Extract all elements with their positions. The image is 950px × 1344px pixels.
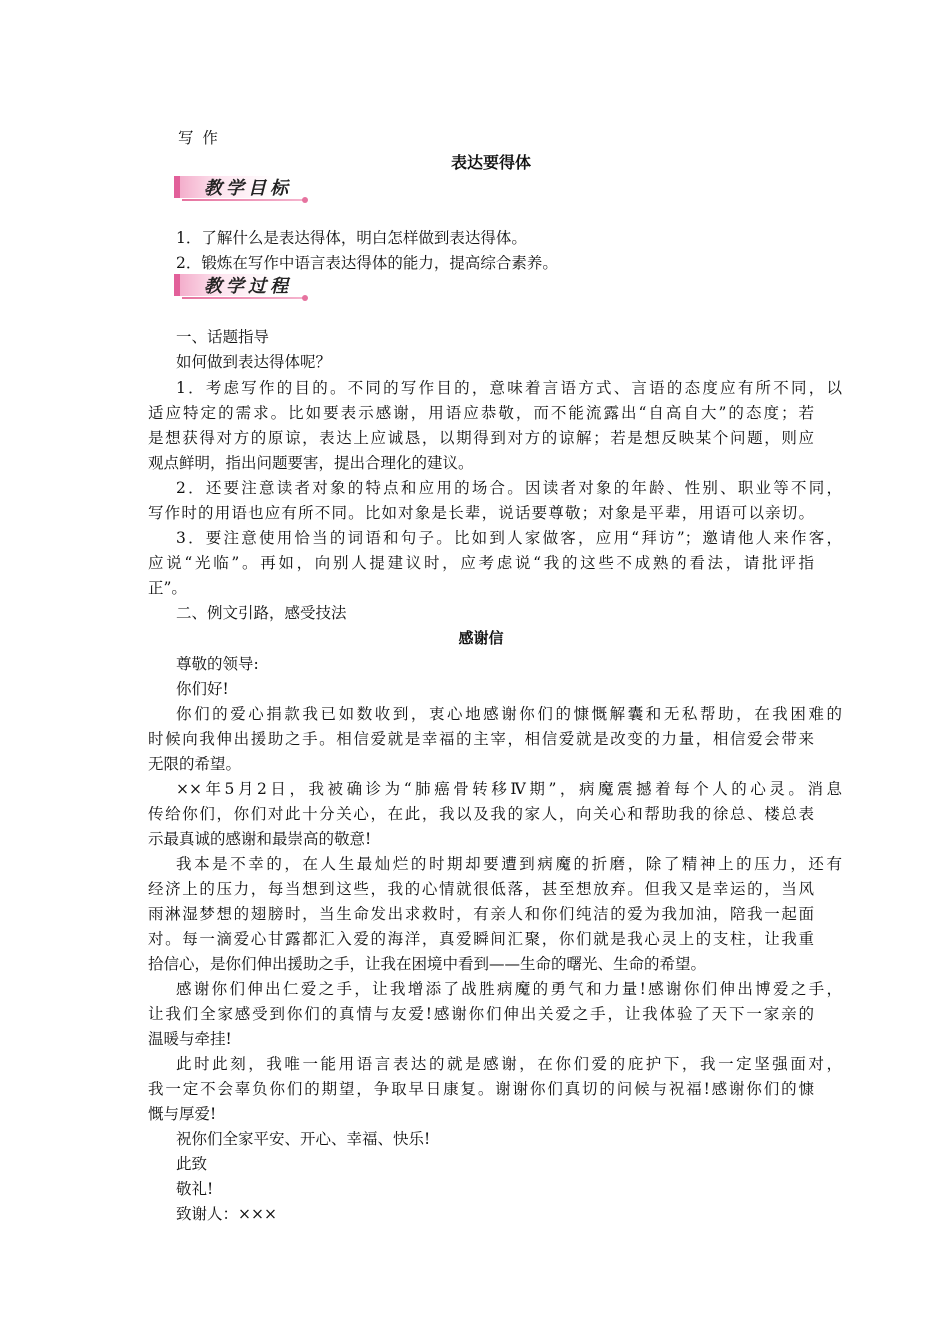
letter-para3-line: 我本是不幸的，在人生最灿烂的时期却要遭到病魔的折磨，除了精神上的压力，还有 <box>176 855 842 873</box>
point3-line: 3．要注意使用恰当的词语和句子。比如到人家做客，应用“拜访”；邀请他人来作客， <box>176 529 842 547</box>
letter-para2-line: 示最真诚的感谢和最崇高的敬意! <box>148 830 372 848</box>
letter-closing-2: 敬礼! <box>176 1180 214 1198</box>
banner-label: 教学目标 <box>204 178 292 199</box>
letter-para4-line: 感谢你们伸出仁爱之手，让我增添了战胜病魔的勇气和力量!感谢你们伸出博爱之手， <box>176 980 842 998</box>
letter-para3-line: 拾信心，是你们伸出援助之手，让我在困境中看到——生命的曙光、生命的希望。 <box>148 955 707 973</box>
page-title: 表达要得体 <box>450 153 531 172</box>
letter-para2-line: ××年5月2日，我被确诊为“肺癌骨转移Ⅳ期”，病魔震撼着每个人的心灵。消息 <box>176 780 842 798</box>
goal-item-2: 2．锻炼在写作中语言表达得体的能力，提高综合素养。 <box>176 254 558 272</box>
banner-underline <box>182 199 306 201</box>
banner-tip <box>174 274 180 296</box>
point2-line: 2．还要注意读者对象的特点和应用的场合。因读者对象的年龄、性别、职业等不同， <box>176 479 842 497</box>
question-line: 如何做到表达得体呢？ <box>176 353 332 371</box>
banner-underline <box>182 297 306 299</box>
letter-greeting: 你们好! <box>176 680 229 698</box>
letter-para3-line: 经济上的压力，每当想到这些，我的心情就很低落，甚至想放弃。但我又是幸运的，当风 <box>148 880 814 898</box>
banner-dot <box>302 197 308 203</box>
point2-line: 写作时的用语也应有所不同。比如对象是长辈，说话要尊敬；对象是平辈，用语可以亲切。 <box>148 504 814 522</box>
letter-signature: 致谢人：××× <box>176 1205 277 1223</box>
letter-para5-line: 慨与厚爱! <box>148 1105 217 1123</box>
letter-closing-1: 此致 <box>176 1155 208 1173</box>
banner-dot <box>302 295 308 301</box>
point1-line: 1．考虑写作的目的。不同的写作目的，意味着言语方式、言语的态度应有所不同，以 <box>176 379 842 397</box>
letter-salutation: 尊敬的领导: <box>176 655 259 673</box>
letter-wish: 祝你们全家平安、开心、幸福、快乐! <box>176 1130 431 1148</box>
letter-para3-line: 对。每一滴爱心甘露都汇入爱的海洋，真爱瞬间汇聚，你们就是我心灵上的支柱，让我重 <box>148 930 814 948</box>
letter-para1-line: 时候向我伸出援助之手。相信爱就是幸福的主宰，相信爱就是改变的力量，相信爱会带来 <box>148 730 814 748</box>
section-heading-2: 二、例文引路，感受技法 <box>176 604 347 622</box>
letter-para3-line: 雨淋湿梦想的翅膀时，当生命发出求救时，有亲人和你们纯洁的爱为我加油，陪我一起面 <box>148 905 814 923</box>
goal-item-1: 1．了解什么是表达得体，明白怎样做到表达得体。 <box>176 229 527 247</box>
banner-label: 教学过程 <box>204 276 292 297</box>
point3-line: 应说“光临”。再如，向别人提建议时，应考虑说“我的这些不成熟的看法，请批评指 <box>148 554 814 572</box>
letter-para1-line: 你们的爱心捐款我已如数收到，衷心地感谢你们的慷慨解囊和无私帮助，在我困难的 <box>176 705 842 723</box>
letter-para4-line: 让我们全家感受到你们的真情与友爱!感谢你们伸出关爱之手，让我体验了天下一家亲的 <box>148 1005 814 1023</box>
point3-line: 正”。 <box>148 579 187 597</box>
point1-line: 是想获得对方的原谅，表达上应诚恳，以期得到对方的谅解；若是想反映某个问题，则应 <box>148 429 814 447</box>
point1-line: 适应特定的需求。比如要表示感谢，用语应恭敬，而不能流露出“自高自大”的态度；若 <box>148 404 814 422</box>
letter-title: 感谢信 <box>458 629 504 647</box>
section-banner-process <box>174 272 314 302</box>
section-banner-goals <box>174 174 314 204</box>
letter-para1-line: 无限的希望。 <box>148 755 242 773</box>
banner-tip <box>174 176 180 198</box>
letter-para5-line: 我一定不会辜负你们的期望，争取早日康复。谢谢你们真切的问候与祝福!感谢你们的慷 <box>148 1080 814 1098</box>
category-label: 写 作 <box>178 129 220 147</box>
letter-para4-line: 温暖与牵挂! <box>148 1030 232 1048</box>
section-heading-1: 一、话题指导 <box>176 328 270 346</box>
letter-para5-line: 此时此刻，我唯一能用语言表达的就是感谢，在你们爱的庇护下，我一定坚强面对， <box>176 1055 842 1073</box>
letter-para2-line: 传给你们，你们对此十分关心，在此，我以及我的家人，向关心和帮助我的徐总、楼总表 <box>148 805 814 823</box>
point1-line: 观点鲜明，指出问题要害，提出合理化的建议。 <box>148 454 474 472</box>
